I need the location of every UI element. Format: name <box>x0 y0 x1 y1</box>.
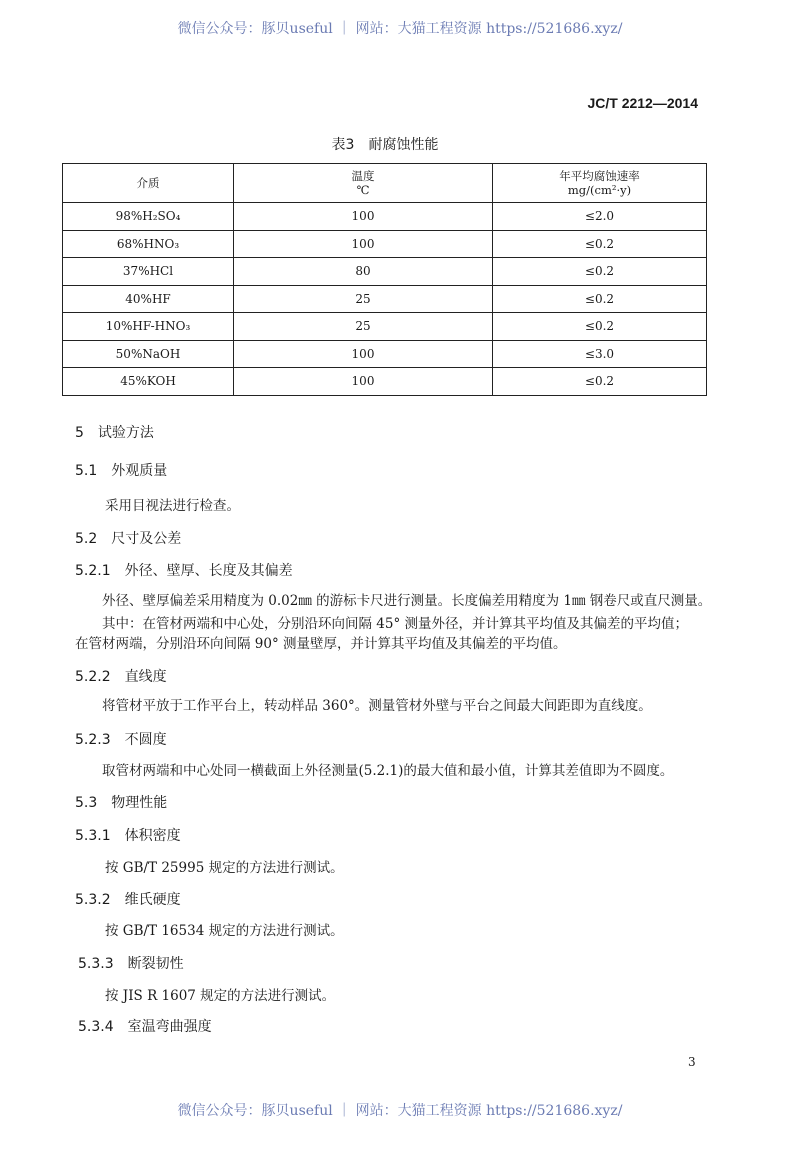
header-temp-label: 温度 <box>351 169 375 183</box>
section-5-2-1-text-2: 其中：在管材两端和中心处，分别沿环向间隔 45° 测量外径，并计算其平均值及其偏差的平均值； <box>102 616 689 632</box>
table-row <box>63 368 707 396</box>
table-row <box>63 313 707 341</box>
cell-medium: 50%NaOH <box>63 340 234 368</box>
cell-corrosion-rate: ≤0.2 <box>493 368 707 396</box>
section-5-3: 5.3 物理性能 <box>75 795 168 811</box>
table-row <box>63 230 707 258</box>
cell-corrosion-rate: ≤0.2 <box>493 258 707 286</box>
section-5-3-1: 5.3.1 体积密度 <box>75 828 181 844</box>
section-5-2-1-text-1: 外径、壁厚偏差采用精度为 0.02㎜ 的游标卡尺进行测量。长度偏差用精度为 1㎜ 钢卷尺或直尺测量。 <box>102 593 712 609</box>
cell-corrosion-rate: ≤0.2 <box>493 285 707 313</box>
section-5: 5 试验方法 <box>75 425 154 441</box>
section-5-3-3-text: 按 JIS R 1607 规定的方法进行测试。 <box>105 988 336 1004</box>
section-5-2: 5.2 尺寸及公差 <box>75 531 182 547</box>
cell-medium: 10%HF-HNO₃ <box>63 313 234 341</box>
header-rate-unit: mg/(cm²·y) <box>567 183 632 197</box>
table-row <box>63 258 707 286</box>
watermark-header: 微信公众号：豚贝useful ｜ 网站：大猫工程资源 https://521686.xyz/ <box>177 21 623 37</box>
section-5-2-2: 5.2.2 直线度 <box>75 669 167 685</box>
cell-temperature: 100 <box>234 368 493 396</box>
section-5-2-1-text-3: 在管材两端，分别沿环向间隔 90° 测量壁厚，并计算其平均值及其偏差的平均值。 <box>75 636 567 652</box>
section-5-3-1-text: 按 GB/T 25995 规定的方法进行测试。 <box>105 860 344 876</box>
table-header-row <box>63 164 707 203</box>
table-row <box>63 285 707 313</box>
cell-medium: 68%HNO₃ <box>63 230 234 258</box>
corrosion-table <box>62 163 707 396</box>
cell-corrosion-rate: ≤0.2 <box>493 313 707 341</box>
header-rate <box>493 164 707 203</box>
section-5-1-text: 采用目视法进行检查。 <box>105 498 240 514</box>
cell-medium: 98%H₂SO₄ <box>63 203 234 231</box>
watermark-footer: 微信公众号：豚贝useful ｜ 网站：大猫工程资源 https://521686.xyz/ <box>177 1103 623 1119</box>
header-temperature <box>234 164 493 203</box>
page-number: 3 <box>688 1055 696 1069</box>
cell-medium: 45%KOH <box>63 368 234 396</box>
section-5-2-1: 5.2.1 外径、壁厚、长度及其偏差 <box>75 563 293 579</box>
section-5-1: 5.1 外观质量 <box>75 463 168 479</box>
cell-temperature: 100 <box>234 203 493 231</box>
cell-temperature: 100 <box>234 340 493 368</box>
cell-temperature: 25 <box>234 285 493 313</box>
section-5-2-3-text: 取管材两端和中心处同一横截面上外径测量(5.2.1)的最大值和最小值，计算其差值即为不圆度。 <box>102 763 674 779</box>
section-5-3-2-text: 按 GB/T 16534 规定的方法进行测试。 <box>105 923 344 939</box>
cell-corrosion-rate: ≤0.2 <box>493 230 707 258</box>
section-5-3-4: 5.3.4 室温弯曲强度 <box>78 1019 212 1035</box>
cell-temperature: 80 <box>234 258 493 286</box>
cell-corrosion-rate: ≤3.0 <box>493 340 707 368</box>
section-5-3-3: 5.3.3 断裂韧性 <box>78 956 184 972</box>
header-rate-label: 年平均腐蚀速率 <box>559 169 640 183</box>
cell-temperature: 100 <box>234 230 493 258</box>
table-row <box>63 203 707 231</box>
cell-medium: 40%HF <box>63 285 234 313</box>
cell-corrosion-rate: ≤2.0 <box>493 203 707 231</box>
cell-medium: 37%HCl <box>63 258 234 286</box>
header-temp-unit: ℃ <box>356 183 370 197</box>
table-title: 表3 耐腐蚀性能 <box>331 137 439 153</box>
document-code: JC/T 2212—2014 <box>587 95 698 111</box>
section-5-3-2: 5.3.2 维氏硬度 <box>75 892 181 908</box>
section-5-2-3: 5.2.3 不圆度 <box>75 732 167 748</box>
header-medium: 介质 <box>63 164 234 203</box>
cell-temperature: 25 <box>234 313 493 341</box>
section-5-2-2-text: 将管材平放于工作平台上，转动样品 360°。测量管材外壁与平台之间最大间距即为直线度。 <box>102 698 652 714</box>
table-row <box>63 340 707 368</box>
